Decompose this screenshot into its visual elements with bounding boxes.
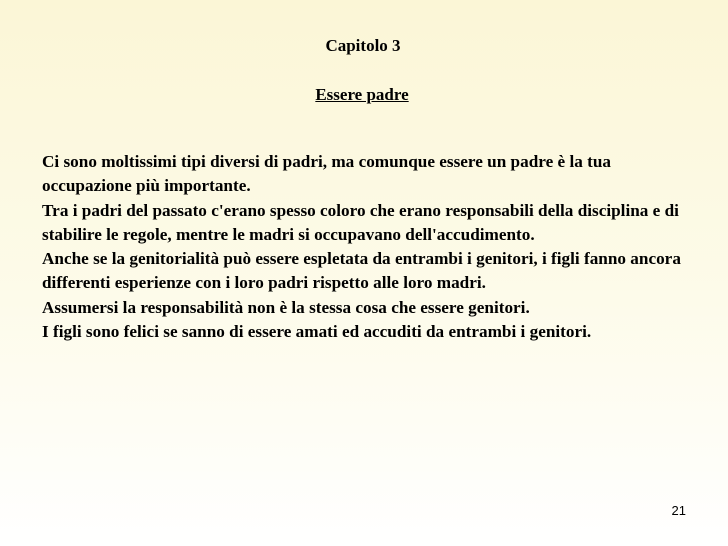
- chapter-label: Capitolo 3: [325, 36, 401, 55]
- page-number: 21: [671, 503, 686, 518]
- chapter-title: Essere padre: [315, 85, 409, 104]
- paragraph: I figli sono felici se sanno di essere amati ed accuditi da entrambi i genitori.: [42, 322, 592, 342]
- paragraph: Assumersi la responsabilità non è la stessa cosa che essere genitori.: [42, 297, 530, 317]
- paragraph: Tra i padri del passato c'erano spesso coloro che erano responsabili della disciplina e di stabilire le regole, mentre le madri si occupavano dell'accudimento.: [42, 200, 679, 244]
- paragraph: Anche se la genitorialità può essere espletata da entrambi i genitori, i figli fanno ancora differenti esperienze con i loro padri rispetto alle loro madri.: [42, 249, 681, 293]
- body-text: [42, 150, 692, 344]
- paragraph: Ci sono moltissimi tipi diversi di padri, ma comunque essere un padre è la tua occupazione più importante.: [42, 152, 611, 196]
